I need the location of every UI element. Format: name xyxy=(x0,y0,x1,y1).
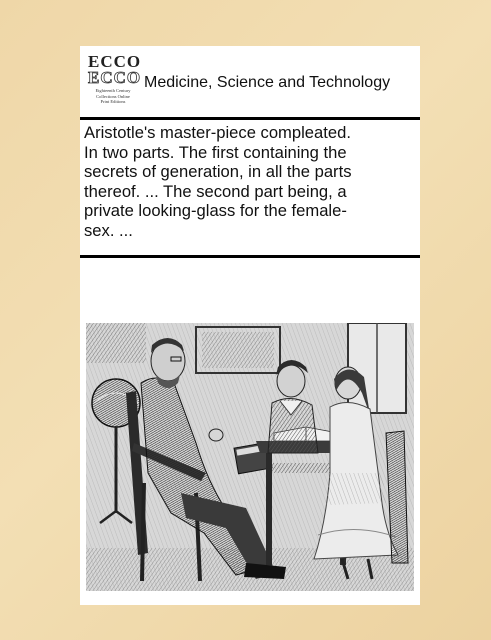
logo-caption-line: Collections Online xyxy=(96,93,130,99)
book-title xyxy=(84,123,418,240)
title-line: secrets of generation, in all the parts xyxy=(84,162,352,181)
logo-caption-line: Eighteenth Century xyxy=(95,88,131,93)
series-title: Medicine, Science and Technology xyxy=(144,74,391,91)
title-line: private looking-glass for the female- xyxy=(84,201,347,220)
logo-letters-top: ECCO xyxy=(88,52,142,71)
series-header xyxy=(80,46,420,116)
logo-caption xyxy=(88,88,138,105)
bottom-rule xyxy=(80,255,420,258)
top-rule xyxy=(80,117,420,120)
ecco-logo xyxy=(88,52,142,112)
title-line: sex. ... xyxy=(84,220,133,240)
title-line: thereof. ... The second part being, a xyxy=(84,181,347,201)
title-line: In two parts. The first containing the xyxy=(84,142,347,162)
logo-letters-bottom: ECCO xyxy=(88,68,142,87)
engraving-art xyxy=(86,323,414,591)
cover-illustration xyxy=(86,323,414,591)
title-line: Aristotle's master-piece compleated. xyxy=(84,123,351,142)
book-cover xyxy=(80,46,420,605)
logo-caption-line: Print Editions xyxy=(100,99,126,104)
